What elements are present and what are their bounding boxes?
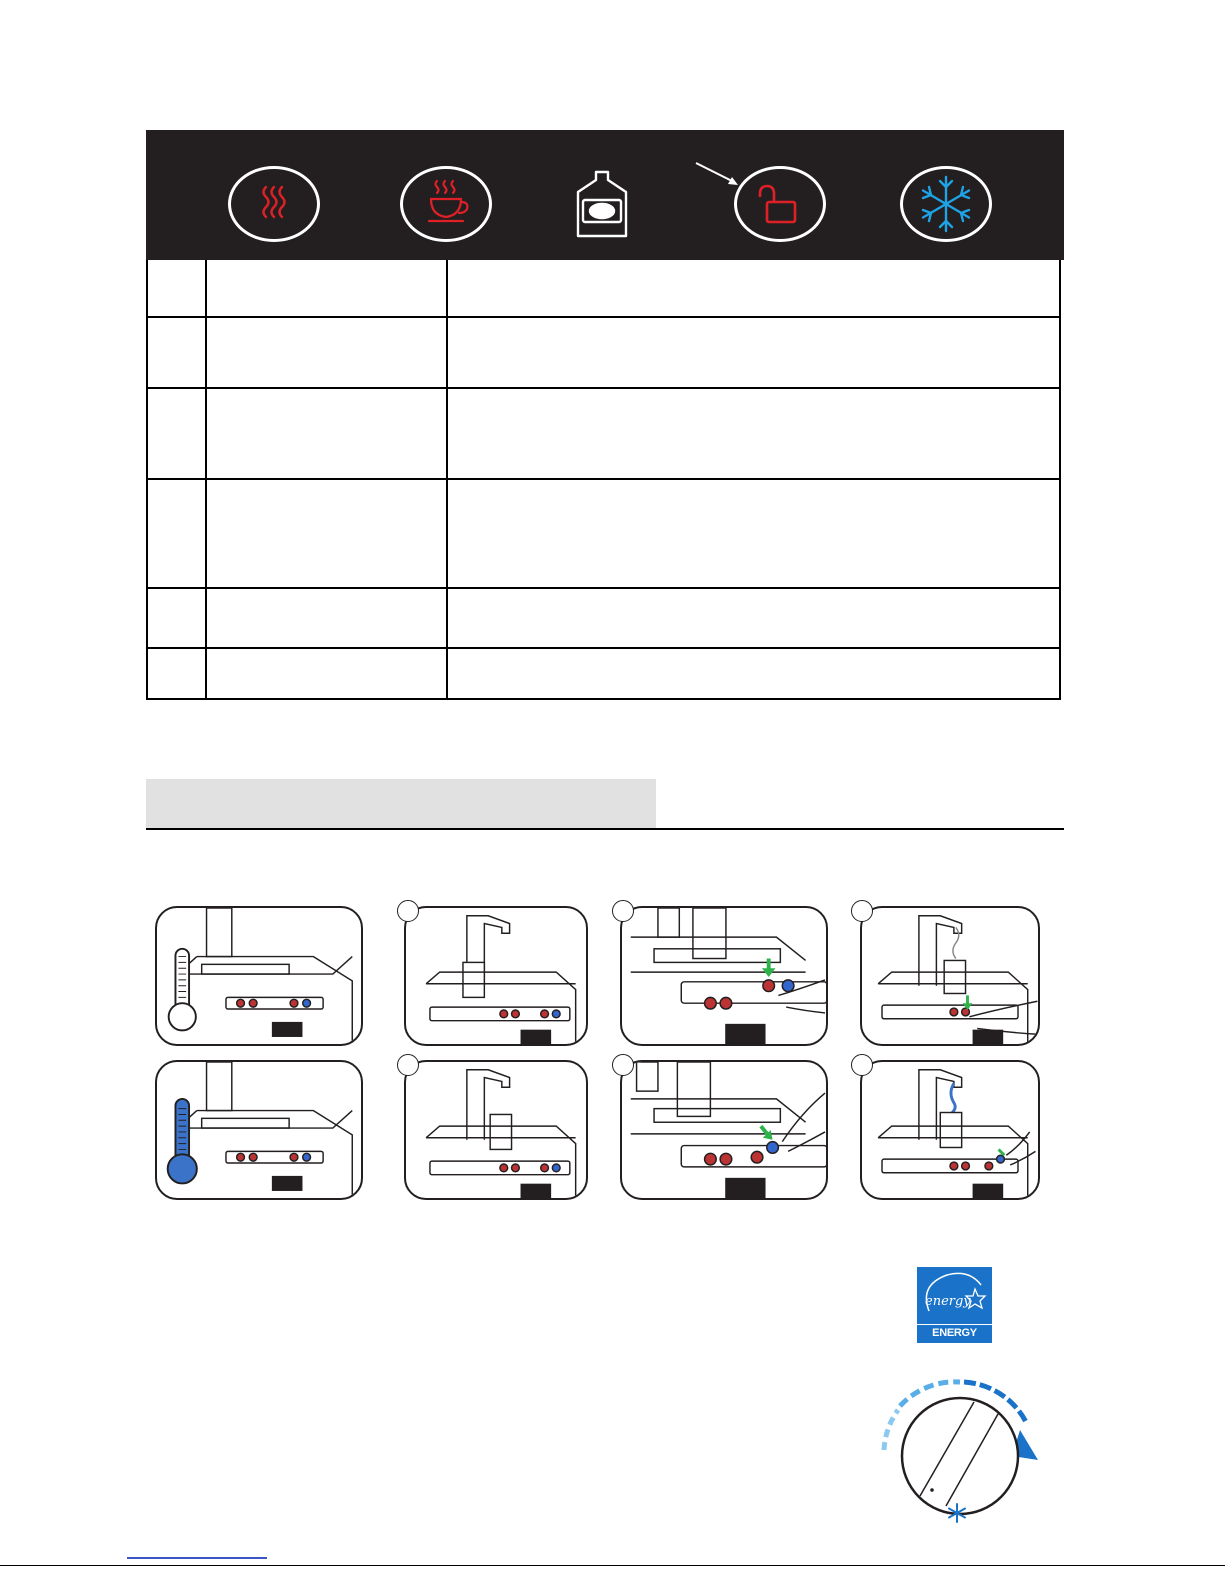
- step-number-badge: [612, 1054, 634, 1076]
- step-panel-cold: [155, 1060, 363, 1200]
- energy-script: energy: [925, 1294, 971, 1309]
- function-table: [146, 260, 1061, 700]
- section-divider: [146, 828, 1064, 830]
- dispenser-illustration: [157, 1062, 361, 1198]
- step-number-badge: [851, 900, 873, 922]
- step-panel-press-button: [620, 906, 828, 1046]
- energy-star-badge: [917, 1267, 992, 1355]
- step-panel-press-cold: [620, 1060, 828, 1200]
- dispenser-illustration: [622, 908, 826, 1044]
- thermostat-dial[interactable]: [870, 1370, 1050, 1530]
- dispenser-illustration: [406, 1062, 586, 1198]
- step-panel-place-cup-cold: [404, 1060, 588, 1200]
- step-number-badge: [612, 900, 634, 922]
- table-row: [148, 389, 1059, 480]
- section-header-bar: [146, 779, 656, 828]
- press-arrow-icon: [761, 1126, 773, 1140]
- dispenser-illustration: [622, 1062, 826, 1198]
- hot-water-button[interactable]: [228, 166, 320, 242]
- hot-cup-button[interactable]: [400, 166, 492, 242]
- press-arrow-icon: [999, 1149, 1005, 1155]
- footer-divider: [0, 1565, 1225, 1566]
- hot-cup-icon: [403, 169, 489, 239]
- child-lock-button[interactable]: [734, 166, 826, 242]
- step-number-badge: [397, 1054, 419, 1076]
- water-bottle-indicator: [572, 170, 632, 240]
- footer-link[interactable]: [127, 1557, 267, 1559]
- step-number-badge: [851, 1054, 873, 1076]
- dispenser-illustration: [862, 908, 1038, 1044]
- dispenser-illustration: [862, 1062, 1038, 1198]
- table-row: [148, 260, 1059, 318]
- water-bottle-icon: [572, 170, 632, 240]
- step-number-badge: [397, 900, 419, 922]
- thermometer-cold-icon: [168, 1099, 197, 1184]
- step-panel-place-cup: [404, 906, 588, 1046]
- step-panel-dispense-cold: [860, 1060, 1040, 1200]
- dial-knob: [902, 1398, 1018, 1514]
- cold-water-button[interactable]: [900, 166, 992, 242]
- step-panel-dispense-hot: [860, 906, 1040, 1046]
- energy-star-icon: [917, 1267, 992, 1325]
- press-arrow-icon: [762, 959, 776, 977]
- unlock-icon: [737, 169, 823, 239]
- table-row: [148, 318, 1059, 389]
- step-panel-warm: [155, 906, 363, 1046]
- energy-star-label: ENERGY STAR: [917, 1324, 992, 1341]
- hot-water-icon: [231, 169, 317, 239]
- dispenser-illustration: [406, 908, 586, 1044]
- dispenser-illustration: [157, 908, 361, 1044]
- table-row: [148, 480, 1059, 589]
- control-panel-banner: [146, 130, 1064, 260]
- table-row: [148, 589, 1059, 649]
- snowflake-icon: [903, 169, 989, 239]
- snowflake-icon: [947, 1503, 967, 1523]
